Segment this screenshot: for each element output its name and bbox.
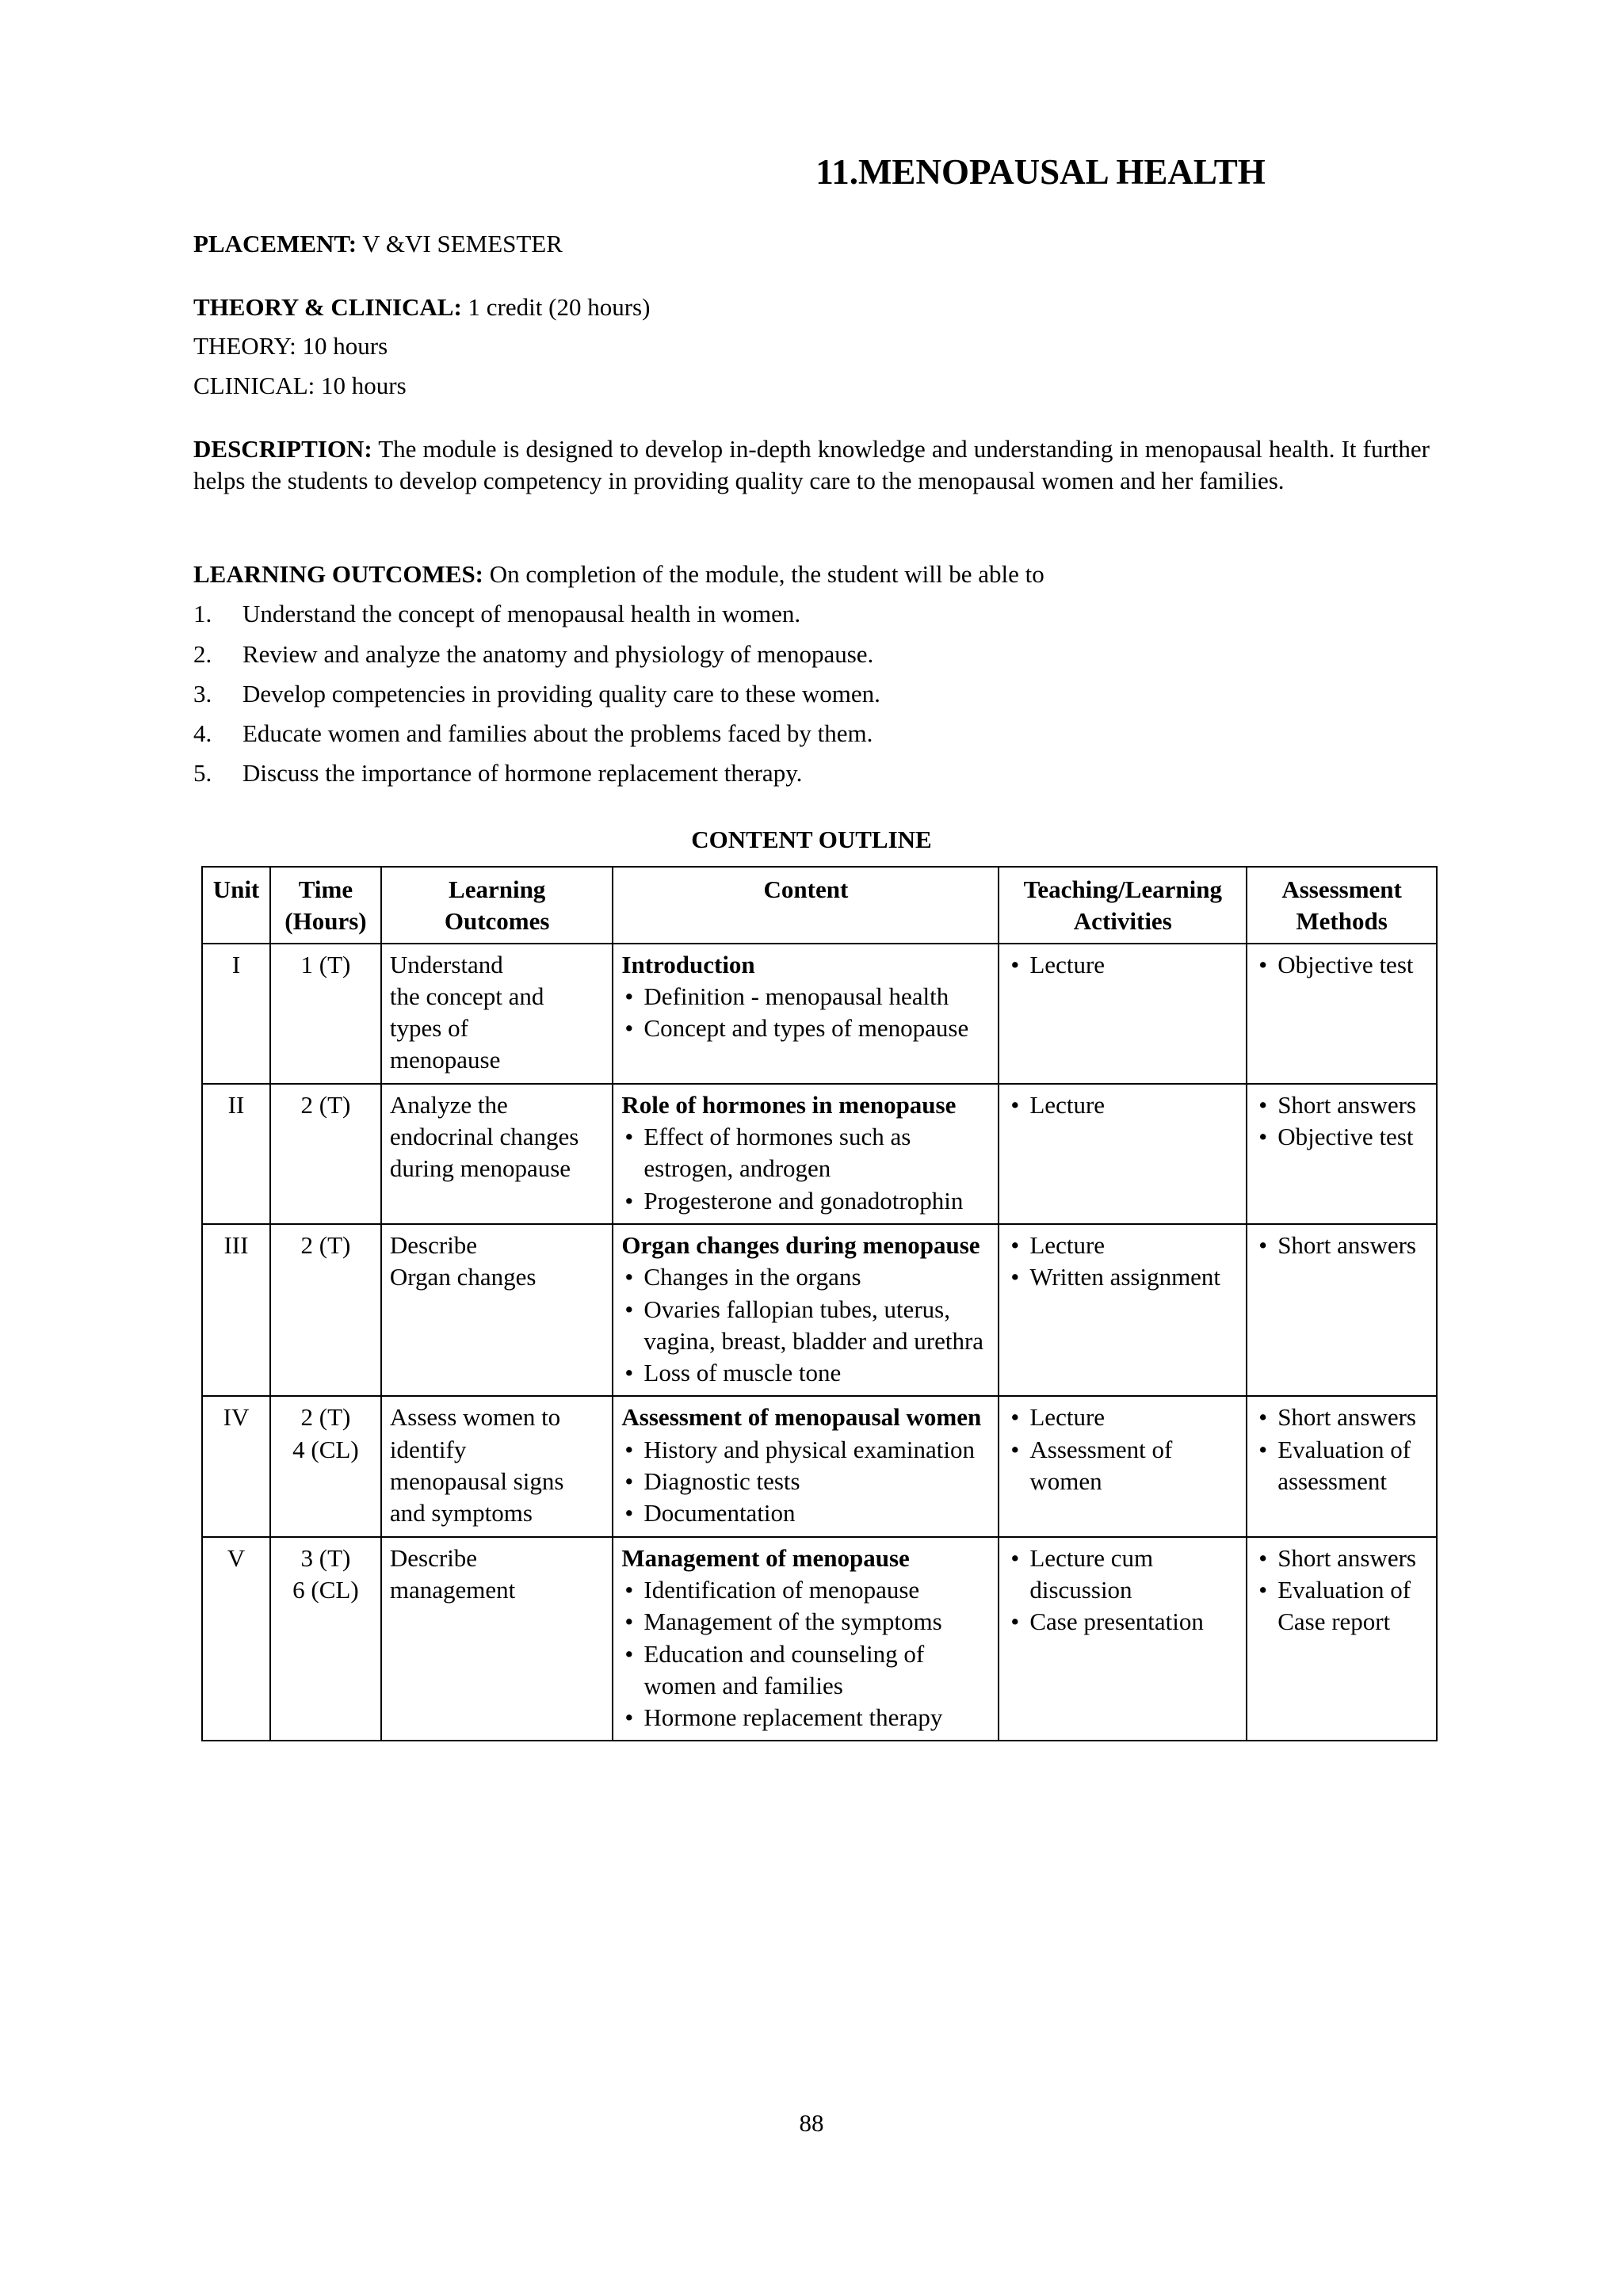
assessment-list — [1255, 949, 1428, 981]
cell-time — [270, 1084, 381, 1224]
outcome-line: Assess women to — [389, 1403, 561, 1432]
outcome-item — [193, 718, 1430, 749]
cell-assessment — [1247, 1396, 1437, 1536]
content-heading: Management of menopause — [621, 1543, 910, 1572]
cell-content — [613, 944, 999, 1084]
outcome-item — [193, 678, 1430, 710]
content-item: • History and physical examination — [621, 1434, 990, 1466]
content-heading: Introduction — [621, 950, 755, 978]
table-row — [202, 1224, 1437, 1396]
cell-time — [270, 944, 381, 1084]
activities-list — [1007, 1543, 1238, 1638]
outcome-line: types of — [389, 1014, 468, 1043]
outcome-text: Understand the concept of menopausal health in women. — [242, 600, 801, 628]
content-item: • Diagnostic tests — [621, 1466, 990, 1497]
time-line: 2 (T) — [300, 1090, 351, 1119]
learning-outcomes — [193, 559, 1430, 798]
table-header-row — [202, 867, 1437, 944]
content-item: • Documentation — [621, 1497, 990, 1529]
content-item: • Loss of muscle tone — [621, 1357, 990, 1389]
page-title: 11.MENOPAUSAL HEALTH — [815, 152, 1266, 192]
activity-item: • Lecture — [1007, 949, 1238, 981]
content-list — [621, 1574, 990, 1733]
content-item: • Hormone replacement therapy — [621, 1702, 990, 1733]
cell-content — [613, 1537, 999, 1741]
activity-item: • Lecture — [1007, 1089, 1238, 1121]
activity-item: • Lecture — [1007, 1402, 1238, 1433]
cell-learning-outcomes — [381, 1224, 613, 1396]
time-line: 1 (T) — [300, 950, 351, 978]
cell-unit: V — [202, 1537, 270, 1741]
assessment-item: • Objective test — [1255, 1121, 1428, 1153]
learning-outcomes-list — [193, 598, 1430, 789]
outcome-item — [193, 757, 1430, 789]
outcome-text: Develop competencies in providing quality care to these women. — [242, 679, 880, 707]
activity-item: • Lecture cum discussion — [1007, 1543, 1238, 1607]
cell-assessment — [1247, 1537, 1437, 1741]
assessment-list — [1255, 1230, 1428, 1261]
assessment-item: • Short answers — [1255, 1230, 1428, 1261]
theory-clinical-value: 1 credit (20 hours) — [468, 293, 651, 321]
content-item: • Management of the symptoms — [621, 1606, 990, 1638]
cell-unit: III — [202, 1224, 270, 1396]
time-line: 2 (T) — [300, 1403, 351, 1432]
cell-assessment — [1247, 944, 1437, 1084]
outcome-line: identify — [389, 1435, 467, 1463]
outcome-line: management — [389, 1575, 516, 1604]
cell-time — [270, 1224, 381, 1396]
activity-item: • Case presentation — [1007, 1606, 1238, 1638]
learning-outcomes-intro: On completion of the module, the student will be able to — [489, 560, 1044, 588]
assessment-item: • Short answers — [1255, 1089, 1428, 1121]
activities-list — [1007, 949, 1238, 981]
outcome-item — [193, 639, 1430, 670]
content-item: • Ovaries fallopian tubes, uterus, vagina, breast, bladder and urethra — [621, 1294, 990, 1358]
cell-assessment — [1247, 1084, 1437, 1224]
assessment-item: • Short answers — [1255, 1402, 1428, 1433]
assessment-item: • Evaluation of Case report — [1255, 1574, 1428, 1638]
content-outline-table — [201, 866, 1438, 1741]
content-item: • Effect of hormones such as estrogen, androgen — [621, 1121, 990, 1185]
outcome-number: 4. — [193, 719, 212, 748]
activity-item: • Written assignment — [1007, 1261, 1238, 1293]
outcome-line: Describe — [389, 1543, 478, 1572]
cell-activities — [999, 1084, 1247, 1224]
outcome-text: Educate women and families about the problems faced by them. — [242, 719, 873, 748]
description-text: The module is designed to develop in-depth knowledge and understanding in menopausal health. It further helps the students to develop competency in providing quality care to the menopausal women and her families. — [193, 435, 1430, 494]
header-learning-outcomes: Learning Outcomes — [381, 867, 613, 944]
time-line: 6 (CL) — [292, 1575, 359, 1604]
outcome-line: Describe — [389, 1230, 478, 1259]
header-assessment: Assessment Methods — [1247, 867, 1437, 944]
outcome-item — [193, 598, 1430, 630]
content-list — [621, 981, 990, 1045]
outcome-line: menopausal signs — [389, 1467, 564, 1496]
cell-activities — [999, 1537, 1247, 1741]
content-item: • Progesterone and gonadotrophin — [621, 1185, 990, 1217]
outcome-number: 1. — [193, 600, 212, 628]
header-content: Content — [613, 867, 999, 944]
table-row — [202, 944, 1437, 1084]
assessment-item: • Evaluation of assessment — [1255, 1434, 1428, 1498]
table-row — [202, 1396, 1437, 1536]
page-number: 88 — [799, 2109, 824, 2137]
outcome-text: Discuss the importance of hormone replacement therapy. — [242, 759, 803, 788]
cell-assessment — [1247, 1224, 1437, 1396]
learning-outcomes-label: LEARNING OUTCOMES: — [193, 560, 484, 588]
cell-activities — [999, 1396, 1247, 1536]
theory-hours: THEORY: 10 hours — [193, 332, 388, 360]
outcome-line: menopause — [389, 1046, 501, 1074]
outcome-line: endocrinal changes — [389, 1123, 579, 1151]
content-heading: Role of hormones in menopause — [621, 1090, 957, 1119]
cell-content — [613, 1224, 999, 1396]
theory-clinical — [193, 292, 1430, 402]
content-item: • Concept and types of menopause — [621, 1013, 990, 1044]
placement — [193, 228, 1430, 260]
content-list — [621, 1121, 990, 1217]
cell-time — [270, 1396, 381, 1536]
activity-item: • Assessment of women — [1007, 1434, 1238, 1498]
outcome-number: 5. — [193, 759, 212, 788]
cell-learning-outcomes — [381, 944, 613, 1084]
assessment-item: • Short answers — [1255, 1543, 1428, 1574]
content-item: • Education and counseling of women and families — [621, 1638, 990, 1703]
header-unit: Unit — [202, 867, 270, 944]
theory-clinical-label: THEORY & CLINICAL: — [193, 293, 462, 321]
cell-content — [613, 1396, 999, 1536]
table-row — [202, 1084, 1437, 1224]
description — [193, 433, 1430, 497]
outcome-number: 2. — [193, 639, 212, 668]
outcome-line: during menopause — [389, 1154, 571, 1183]
content-list — [621, 1434, 990, 1530]
outcome-line: Understand — [389, 950, 503, 978]
outcome-line: Analyze the — [389, 1090, 508, 1119]
assessment-item: • Objective test — [1255, 949, 1428, 981]
activity-item: • Lecture — [1007, 1230, 1238, 1261]
cell-unit: I — [202, 944, 270, 1084]
clinical-hours: CLINICAL: 10 hours — [193, 371, 407, 399]
cell-unit: IV — [202, 1396, 270, 1536]
content-heading: Organ changes during menopause — [621, 1230, 980, 1259]
cell-learning-outcomes — [381, 1396, 613, 1536]
content-item: • Identification of menopause — [621, 1574, 990, 1606]
cell-unit: II — [202, 1084, 270, 1224]
cell-learning-outcomes — [381, 1084, 613, 1224]
outcome-line: and symptoms — [389, 1499, 533, 1527]
outcome-line: the concept and — [389, 982, 544, 1010]
description-label: DESCRIPTION: — [193, 435, 372, 463]
time-line: 2 (T) — [300, 1230, 351, 1259]
assessment-list — [1255, 1543, 1428, 1638]
assessment-list — [1255, 1089, 1428, 1154]
activities-list — [1007, 1402, 1238, 1497]
assessment-list — [1255, 1402, 1428, 1497]
time-line: 4 (CL) — [292, 1435, 359, 1463]
activities-list — [1007, 1230, 1238, 1294]
content-item: • Changes in the organs — [621, 1261, 990, 1293]
outcome-line: Organ changes — [389, 1263, 537, 1291]
outcome-number: 3. — [193, 679, 212, 707]
content-list — [621, 1261, 990, 1389]
header-time: Time (Hours) — [270, 867, 381, 944]
placement-label: PLACEMENT: — [193, 230, 357, 257]
content-outline-heading: CONTENT OUTLINE — [691, 826, 932, 853]
cell-activities — [999, 1224, 1247, 1396]
content-heading: Assessment of menopausal women — [621, 1403, 982, 1432]
cell-content — [613, 1084, 999, 1224]
header-activities: Teaching/Learning Activities — [999, 867, 1247, 944]
placement-value: V &VI SEMESTER — [362, 230, 563, 257]
time-line: 3 (T) — [300, 1543, 351, 1572]
activities-list — [1007, 1089, 1238, 1121]
cell-time — [270, 1537, 381, 1741]
content-item: • Definition - menopausal health — [621, 981, 990, 1013]
table-row — [202, 1537, 1437, 1741]
cell-learning-outcomes — [381, 1537, 613, 1741]
cell-activities — [999, 944, 1247, 1084]
outcome-text: Review and analyze the anatomy and physiology of menopause. — [242, 639, 874, 668]
